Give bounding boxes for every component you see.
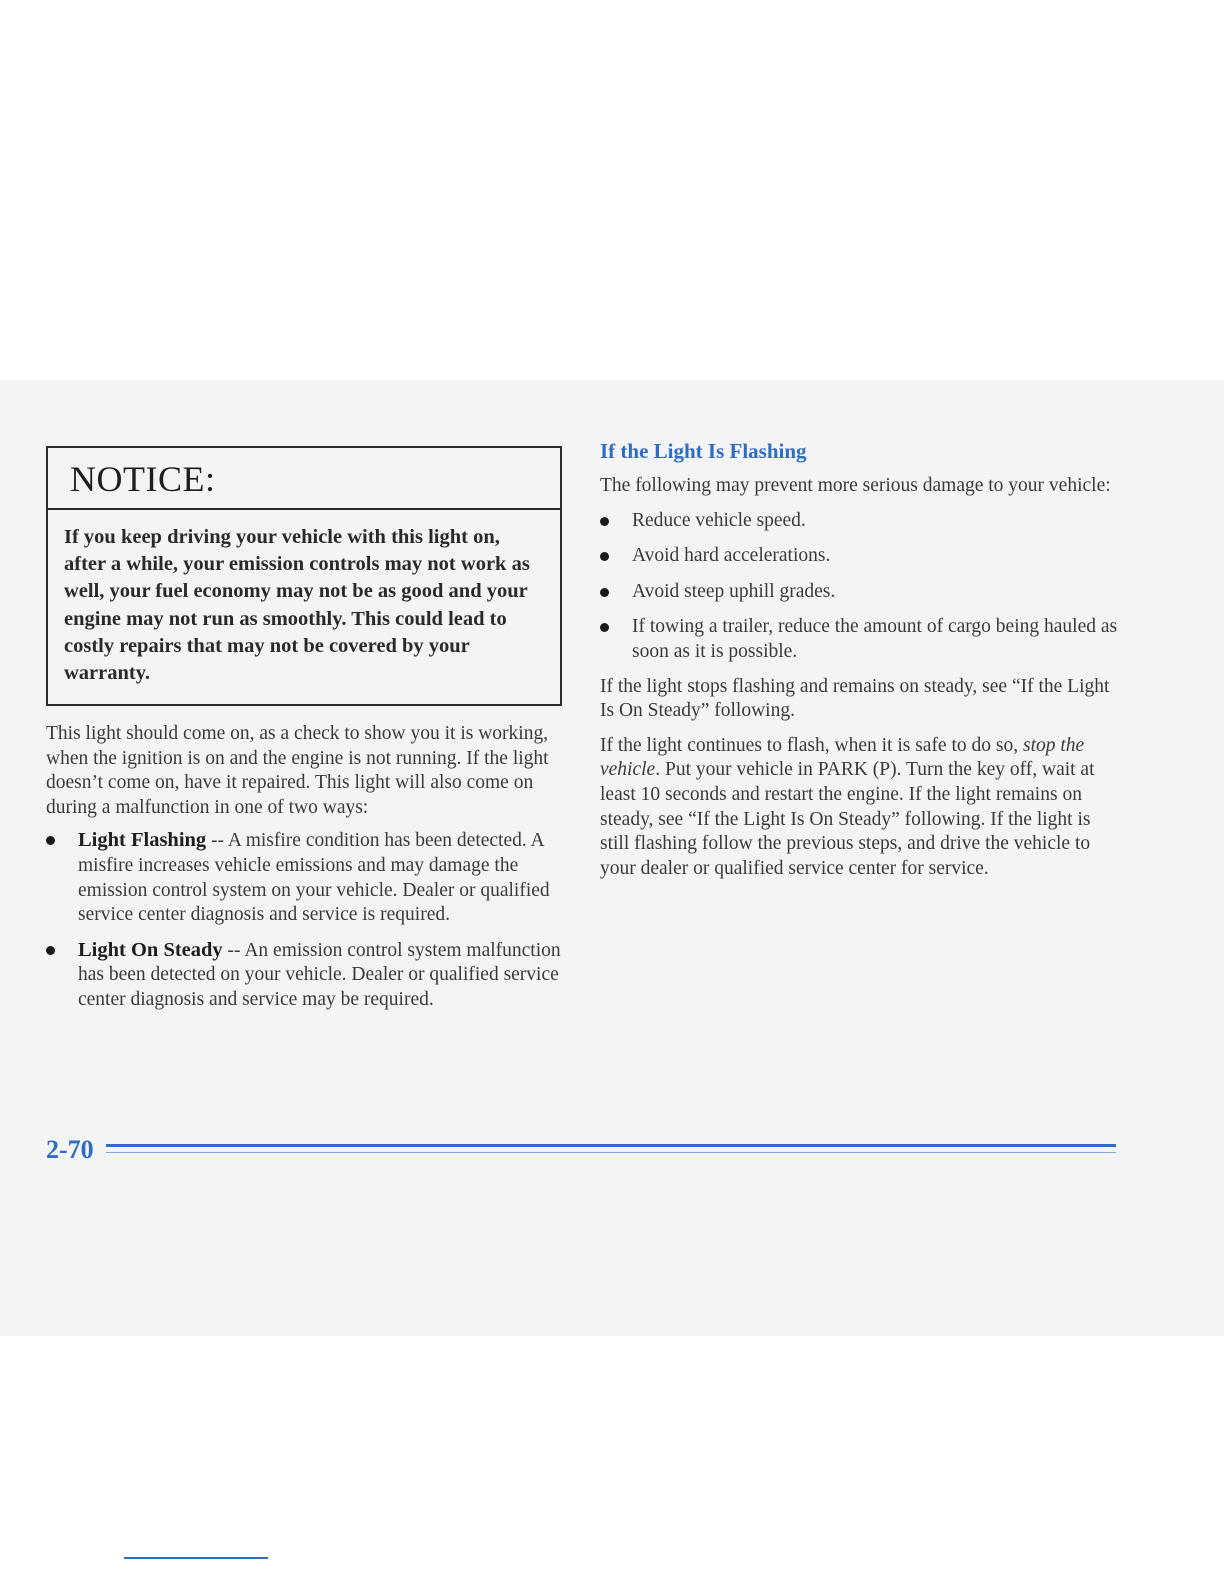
bullet-text: If towing a trailer, reduce the amount of cargo being hauled as soon as it is possible. xyxy=(632,616,1118,662)
bullet-icon xyxy=(600,517,609,526)
notice-box xyxy=(46,446,562,706)
bullet-text: -- A misfire condition has been detected. A misfire increases vehicle emissions and may damage the emission control system on your vehicle. Dealer or qualified service center diagnosis and service is required. xyxy=(78,830,550,926)
bullet-term: Light Flashing xyxy=(78,829,207,852)
notice-title: NOTICE: xyxy=(48,448,560,510)
section-heading: If the Light Is Flashing xyxy=(600,439,807,463)
page-number: 2-70 xyxy=(46,1135,94,1164)
bullet-icon xyxy=(46,946,55,955)
footer-rule xyxy=(106,1144,1116,1147)
list-item xyxy=(46,828,566,927)
list-item xyxy=(600,544,1120,569)
page-footer xyxy=(46,1132,1116,1168)
notice-body: If you keep driving your vehicle with this light on, after a while, your emission controls may not work as well, your fuel economy may not be as good and your engine may not run as smoothly. This could lead to costly repairs that may not be covered by your warranty. xyxy=(64,526,530,685)
bullet-icon xyxy=(600,623,609,632)
left-intro-paragraph: This light should come on, as a check to show you it is working, when the ignition is on and the engine is not running. If the light doesn’t come on, have it repaired. This light will also come on during a malfunction in one of two ways: xyxy=(46,723,549,818)
bullet-text: Avoid hard accelerations. xyxy=(632,545,831,567)
list-item xyxy=(600,580,1120,605)
prevention-steps-list xyxy=(600,509,1120,665)
bullet-text: Reduce vehicle speed. xyxy=(632,509,806,531)
para-lead: If the light continues to flash, when it is safe to do so, xyxy=(600,734,1023,756)
right-intro-paragraph: The following may prevent more serious damage to your vehicle: xyxy=(600,475,1111,496)
footer-rule-thin xyxy=(106,1152,1116,1153)
left-column xyxy=(46,722,566,1023)
bottom-link-underline xyxy=(124,1557,268,1559)
right-column xyxy=(600,437,1120,891)
right-paragraph-continues xyxy=(600,734,1120,882)
bullet-icon xyxy=(600,588,609,597)
list-item xyxy=(600,615,1120,664)
list-item xyxy=(46,938,566,1013)
para-italic-emphasis: stop the vehicle xyxy=(600,734,1085,781)
bullet-icon xyxy=(600,552,609,561)
list-item xyxy=(600,509,1120,534)
malfunction-modes-list xyxy=(46,828,566,1012)
bullet-term: Light On Steady xyxy=(78,938,223,961)
bullet-text: Avoid steep uphill grades. xyxy=(632,580,836,602)
bullet-icon xyxy=(46,836,55,845)
bullet-text: -- An emission control system malfunction has been detected on your vehicle. Dealer or qualified service center diagnosis and service may be required. xyxy=(78,939,561,1010)
para-rest: . Put your vehicle in PARK (P). Turn the key off, wait at least 10 seconds and restart the engine. If the light remains on steady, see “If the Light Is On Steady” following. If the light is still flashing follow the previous steps, and drive the vehicle to your dealer or qualified service center for service. xyxy=(600,759,1095,879)
right-paragraph-steady: If the light stops flashing and remains on steady, see “If the Light Is On Steady” following. xyxy=(600,675,1110,722)
